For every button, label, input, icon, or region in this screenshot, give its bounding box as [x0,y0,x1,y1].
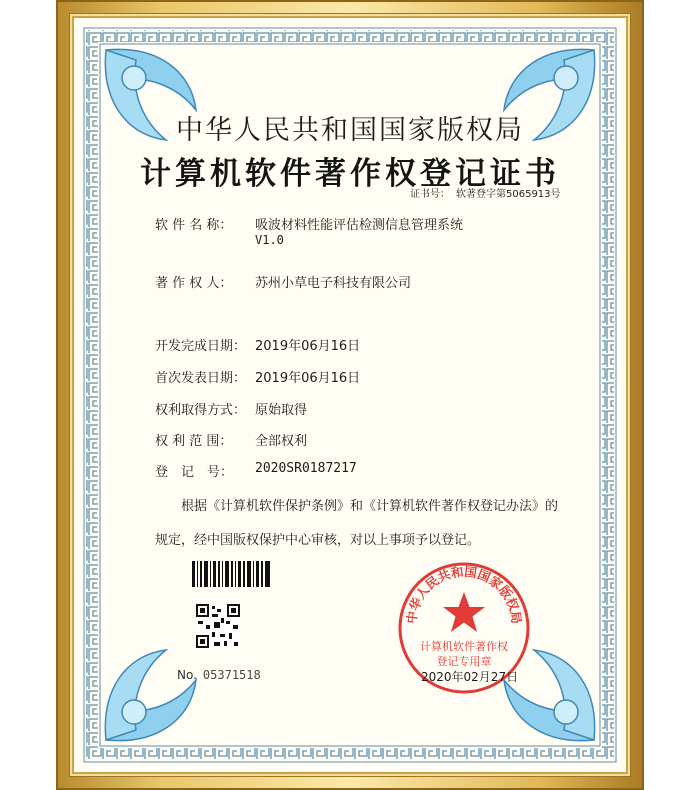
issue-date: 2020年02月27日 [421,670,519,684]
field-label: 软 件 名 称： [155,218,233,233]
field-value-version: V1.0 [255,233,284,247]
field-acquisition-method [155,399,307,418]
field-label: 著 作 权 人： [155,276,233,291]
statement-line-2: 规定，经中国版权保护中心审核，对以上事项予以登记。 [155,533,481,548]
issuer-title: 中华人民共和国国家版权局 [176,115,524,146]
certificate-title: 计算机软件著作权登记证书 [140,156,560,192]
qr-code [196,604,240,648]
serial-value: 05371518 [202,668,261,682]
field-value: 2019年06月16日 [255,339,361,354]
certificate-number-label: 证书号： [410,189,450,200]
seal-ring-text: 中华人民共和国国家版权局 [403,563,525,625]
serial-label: No. [177,668,197,682]
statement-line-1: 根据《计算机软件保护条例》和《计算机软件著作权登记办法》的 [181,499,559,514]
field-registration-number [155,461,357,480]
field-value: 原始取得 [255,403,308,418]
field-value: 全部权利 [255,434,308,449]
certificate-number-value: 软著登字第5065913号 [456,189,561,200]
field-label: 首次发表日期： [155,371,247,386]
field-label: 登 记 号： [155,465,234,480]
seal-line-2: 登记专用章 [436,655,492,668]
field-copyright-owner [155,272,411,291]
seal-line-1: 计算机软件著作权 [420,640,508,653]
field-value: 2020SR0187217 [255,461,357,476]
field-rights-scope [155,430,307,449]
ornament-corner-bottom-left [96,640,206,750]
field-publication-date [155,367,360,386]
certificate-number [404,185,561,200]
field-value: 吸波材料性能评估检测信息管理系统 [255,218,464,233]
field-development-date [155,335,360,354]
field-software-name [155,214,463,247]
field-label: 权 利 范 围： [155,434,233,449]
field-label: 开发完成日期： [155,339,247,354]
seal-star [443,592,485,632]
field-value: 苏州小草电子科技有限公司 [255,276,412,291]
field-value: 2019年06月16日 [255,371,361,386]
field-label: 权利取得方式： [155,403,247,418]
serial-number [177,668,261,682]
barcode [192,561,270,587]
